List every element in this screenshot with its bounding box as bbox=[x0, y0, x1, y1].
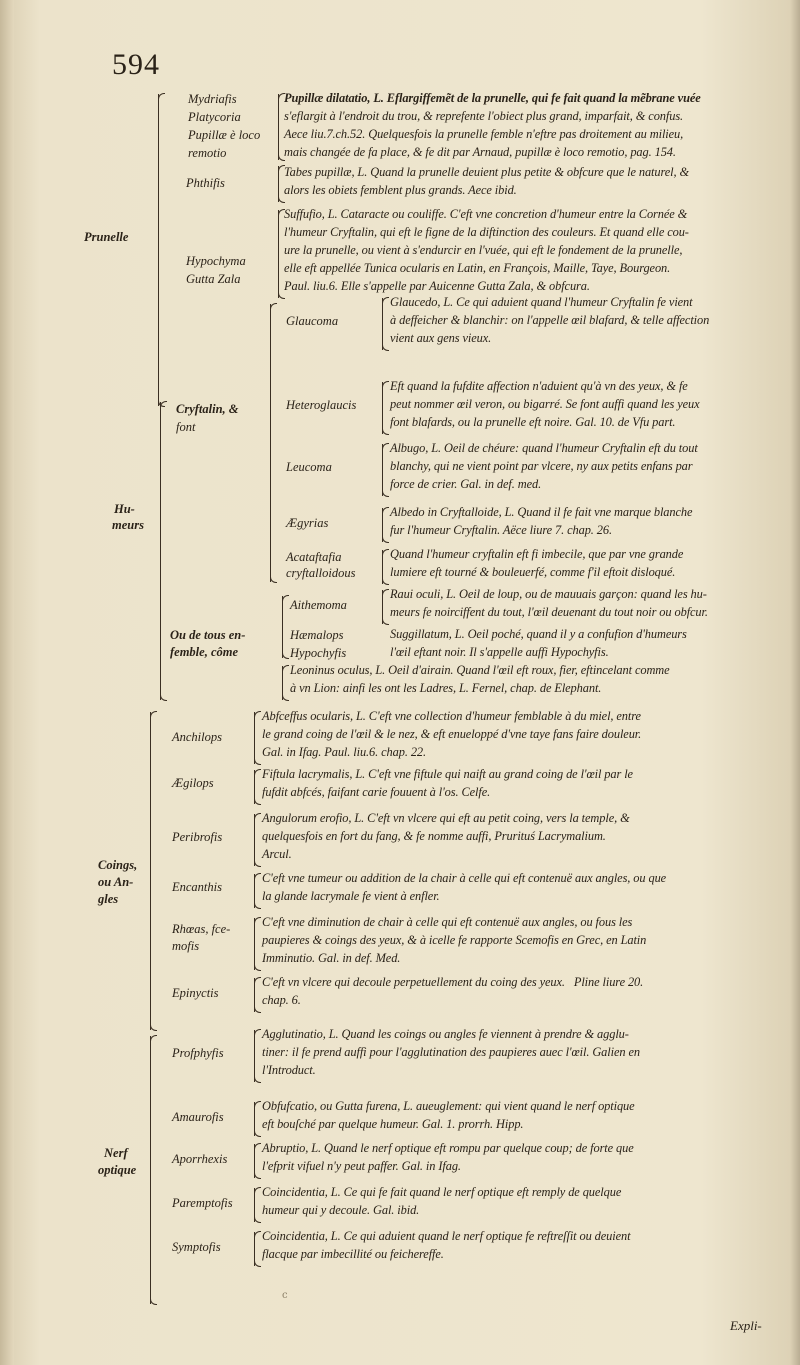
def-anchilops-line: Gal. in Ifag. Paul. liu.6. chap. 22. bbox=[262, 745, 427, 759]
subgroup-crystalin-2: font bbox=[176, 420, 196, 434]
def-encanthis-line: C'eft vne tumeur ou addition de la chair à celle qui eft contenuë aux angles, ou que bbox=[262, 871, 667, 885]
group-label-humeurs: Hu- bbox=[114, 502, 135, 516]
page-number: 594 bbox=[112, 48, 160, 81]
def-acatastasia-line: Quand l'humeur cryftalin eft fi imbecile, que par vne grande bbox=[390, 547, 684, 561]
term-crystalloidous: cryftalloidous bbox=[286, 566, 356, 580]
def-heteroglaucis-line: font blafards, ou la prunelle eft noire. Gal. 10. de Vfu part. bbox=[390, 415, 676, 429]
def-aegilops-line: Fiftula lacrymalis, L. C'eft vne fiftule qui naift au grand coing de l'œil par le bbox=[262, 767, 633, 781]
brace-amaurosis bbox=[254, 1102, 255, 1136]
def-mydriasis-line: mais changée de fa place, & fe dit par Arnaud, pupillæ è loco remotio, pag. 154. bbox=[284, 145, 676, 159]
def-paremptosis-line: humeur qui y decoule. Gal. ibid. bbox=[262, 1203, 420, 1217]
term-remotio: remotio bbox=[188, 146, 227, 160]
brace-prunelle bbox=[158, 94, 159, 406]
def-leoninus-line: Leoninus oculus, L. Oeil d'airain. Quand l'œil eft roux, fier, eftincelant comme bbox=[290, 663, 670, 677]
brace-paremptosis bbox=[254, 1188, 255, 1222]
term-glaucoma: Glaucoma bbox=[286, 314, 339, 328]
brace-aithemoma-group bbox=[282, 596, 283, 658]
def-aegilops-line: fufdit abfcés, faifant carie fouuent à l'os. Celfe. bbox=[262, 785, 491, 799]
brace-glaucoma bbox=[382, 298, 383, 350]
def-heteroglaucis-line: Eft quand la fufdite affection n'aduient qu'à vn des yeux, & fe bbox=[390, 379, 688, 393]
term-aegyrias: Ægyrias bbox=[286, 516, 329, 530]
def-aporrhexis-line: Abruptio, L. Quand le nerf optique eft rompu par quelque coup; de forte que bbox=[262, 1141, 634, 1155]
def-glaucoma-line: à deffeicher & blanchir: on l'appelle œil blafard, & telle affection bbox=[390, 313, 710, 327]
def-anchilops-line: Abfceffus ocularis, L. C'eft vne collection d'humeur femblable à du miel, entre bbox=[262, 709, 641, 723]
def-prosphysis-line: tiner: il fe prend auffi pour l'agglutination des paupieres auec l'œil. Galien en bbox=[262, 1045, 640, 1059]
term-leucoma: Leucoma bbox=[286, 460, 332, 474]
def-aithemoma-line: meurs fe noirciffent du tout, l'œil deuenant du tout noir ou obfcur. bbox=[390, 605, 708, 619]
def-aegyrias-line: Albedo in Cryftalloide, L. Quand il fe fait vne marque blanche bbox=[390, 505, 693, 519]
term-encanthis: Encanthis bbox=[172, 880, 222, 894]
def-paremptosis-line: Coincidentia, L. Ce qui fe fait quand le nerf optique eft remply de quelque bbox=[262, 1185, 622, 1199]
group-label-prunelle: Prunelle bbox=[84, 230, 129, 244]
brace-hypochyma bbox=[278, 210, 279, 298]
group-label-humeurs-2: meurs bbox=[112, 518, 144, 532]
brace-aithemoma bbox=[382, 590, 383, 624]
def-peribrosis-line: quelquesfois en fort du fang, & fe nomme auffi, Prurituś Lacrymalium. bbox=[262, 829, 606, 843]
term-acatastasia: Acataftafia bbox=[286, 550, 342, 564]
def-aegyrias-line: fur l'humeur Cryftalin. Aëce liure 7. chap. 26. bbox=[390, 523, 612, 537]
def-phthisis-line: alors les obiets femblent plus grands. Aece ibid. bbox=[284, 183, 517, 197]
term-haemalops: Hæmalops bbox=[290, 628, 344, 642]
def-mydriasis-line: s'eflargit à l'endroit du trou, & reprefente l'obiect plus grand, imparfait, & confus. bbox=[284, 109, 684, 123]
brace-aporrhexis bbox=[254, 1144, 255, 1178]
def-prosphysis-line: l'Introduct. bbox=[262, 1063, 316, 1077]
group-label-nerf-2: optique bbox=[98, 1163, 137, 1177]
def-aporrhexis-line: l'efprit vifuel n'y peut paffer. Gal. in Ifag. bbox=[262, 1159, 461, 1173]
term-mydriasis: Mydriafis bbox=[188, 92, 237, 106]
brace-prosphysis bbox=[254, 1030, 255, 1082]
def-amaurosis-line: Obfufcatio, ou Gutta furena, L. aueuglement: qui vient quand le nerf optique bbox=[262, 1099, 635, 1113]
def-symptosis-line: flacque par imbecillité ou feichereffe. bbox=[262, 1247, 444, 1261]
term-platycoria: Platycoria bbox=[188, 110, 241, 124]
term-amaurosis: Amaurofis bbox=[172, 1110, 224, 1124]
def-glaucoma-line: Glaucedo, L. Ce qui aduient quand l'humeur Cryftalin fe vient bbox=[390, 295, 693, 309]
brace-leucoma bbox=[382, 444, 383, 496]
term-pupillae-loco: Pupillæ è loco bbox=[188, 128, 261, 142]
def-heteroglaucis-line: peut nommer œil veron, ou bigarré. Se font auffi quand les yeux bbox=[390, 397, 700, 411]
page-gutter bbox=[0, 0, 14, 1365]
subgroup-outdetous: Ou de tous en- bbox=[170, 628, 246, 642]
def-hypochysis-line: l'œil eftant noir. Il s'appelle auffi Hypochyfis. bbox=[390, 645, 609, 659]
brace-anchilops bbox=[254, 712, 255, 764]
term-hypochyma: Hypochyma bbox=[186, 254, 246, 268]
def-aithemoma-line: Raui oculi, L. Oeil de loup, ou de mauuais garçon: quand les hu- bbox=[390, 587, 707, 601]
def-haemalops-line: Suggillatum, L. Oeil poché, quand il y a confufion d'humeurs bbox=[390, 627, 687, 641]
brace-aegilops bbox=[254, 770, 255, 804]
term-anchilops: Anchilops bbox=[172, 730, 222, 744]
term-phthisis: Phthifis bbox=[186, 176, 225, 190]
def-phthisis-line: Tabes pupillæ, L. Quand la prunelle deuient plus petite & obfcure que le naturel, & bbox=[284, 165, 690, 179]
catchword: Expli- bbox=[730, 1318, 762, 1333]
def-hypochyma-line: elle eft appellée Tunica ocularis en Latin, en François, Maille, Taye, Bourgeon. bbox=[284, 261, 671, 275]
group-label-nerf: Nerf bbox=[104, 1146, 128, 1160]
brace-crystalin bbox=[270, 304, 271, 582]
term-scemosis: mofis bbox=[172, 939, 200, 953]
brace-heteroglaucis bbox=[382, 382, 383, 434]
def-peribrosis-line: Angulorum erofio, L. C'eft vn vlcere qui eft au petit coing, vers la temple, & bbox=[262, 811, 630, 825]
group-label-coings: Coings, bbox=[98, 858, 138, 872]
def-leucoma-line: force de crier. Gal. in def. med. bbox=[390, 477, 542, 491]
def-leoninus-line: à vn Lion: ainfi les ont les Ladres, L. Fernel, chap. de Elephant. bbox=[290, 681, 602, 695]
brace-peribrosis bbox=[254, 814, 255, 866]
group-label-coings-2: ou An- bbox=[98, 875, 134, 889]
brace-acatastasia bbox=[382, 550, 383, 584]
term-hypochysis: Hypochyfis bbox=[290, 646, 347, 660]
def-mydriasis-line: Aece liu.7.ch.52. Quelquesfois la prunelle femble n'eftre pas droitement au milieu, bbox=[284, 127, 684, 141]
def-mydriasis-line: Pupillæ dilatatio, L. Eflargiffemẽt de la prunelle, qui fe fait quand la mẽbrane vuée bbox=[284, 91, 701, 105]
term-paremptosis: Paremptofis bbox=[172, 1196, 233, 1210]
brace-mydriasis bbox=[278, 94, 279, 160]
brace-symptosis bbox=[254, 1232, 255, 1266]
def-glaucoma-line: vient aux gens vieux. bbox=[390, 331, 492, 345]
def-rhoeas-line: paupieres & coings des yeux, & à icelle fe rapporte Scemofis en Grec, en Latin bbox=[262, 933, 647, 947]
term-aporrhexis: Aporrhexis bbox=[172, 1152, 228, 1166]
brace-epinyctis bbox=[254, 978, 255, 1012]
term-prosphysis: Profphyfis bbox=[172, 1046, 224, 1060]
brace-coings bbox=[150, 712, 151, 1030]
def-symptosis-line: Coincidentia, L. Ce qui aduient quand le nerf optique fe reftreſſit ou deuient bbox=[262, 1229, 631, 1243]
def-hypochyma-line: l'humeur Cryftalin, qui eft le figne de la diftinction des couleurs. Et quand elle cou- bbox=[284, 225, 689, 239]
def-leucoma-line: blanchy, qui ne vient point par vlcere, ny aux petits enfans par bbox=[390, 459, 693, 473]
def-leucoma-line: Albugo, L. Oeil de chéure: quand l'humeur Cryftalin eft du tout bbox=[390, 441, 698, 455]
def-hypochyma-line: Paul. liu.6. Elle s'appelle par Auicenne Gutta Zala, & obfcura. bbox=[284, 279, 590, 293]
subgroup-crystalin: Cryftalin, & bbox=[176, 402, 239, 416]
def-hypochyma-line: ure la prunelle, ou vient à s'endurcir en l'vuée, qui eft le fondement de la prunelle, bbox=[284, 243, 683, 257]
term-gutta-zala: Gutta Zala bbox=[186, 272, 241, 286]
term-rhoeas: Rhœas, fce- bbox=[172, 922, 231, 936]
term-symptosis: Symptofis bbox=[172, 1240, 221, 1254]
def-anchilops-line: le grand coing de l'œil & le nez, & eft enueloppé d'vne taye fans faire douleur. bbox=[262, 727, 642, 741]
def-epinyctis-line: C'eft vn vlcere qui decoule perpetuellement du coing des yeux. Pline liure 20. bbox=[262, 975, 644, 989]
def-prosphysis-line: Agglutinatio, L. Quand les coings ou angles fe viennent à prendre & agglu- bbox=[262, 1027, 629, 1041]
brace-phthisis bbox=[278, 166, 279, 202]
term-heteroglaucis: Heteroglaucis bbox=[286, 398, 357, 412]
def-peribrosis-line: Arcul. bbox=[262, 847, 292, 861]
brace-rhoeas bbox=[254, 918, 255, 970]
def-rhoeas-line: Imminutio. Gal. in def. Med. bbox=[262, 951, 401, 965]
ink-smudge: c bbox=[282, 1290, 288, 1301]
brace-humeurs bbox=[160, 402, 161, 700]
brace-aegyrias bbox=[382, 508, 383, 542]
term-aithemoma: Aithemoma bbox=[290, 598, 347, 612]
def-hypochyma-line: Suffufio, L. Cataracte ou couliffe. C'eft vne concretion d'humeur entre la Cornée & bbox=[284, 207, 688, 221]
def-amaurosis-line: eft bouſché par quelque humeur. Gal. 1. prorrh. Hipp. bbox=[262, 1117, 524, 1131]
term-epinyctis: Epinyctis bbox=[172, 986, 219, 1000]
term-peribrosis: Peribrofis bbox=[172, 830, 223, 844]
def-rhoeas-line: C'eft vne diminution de chair à celle qui eft contenuë aux angles, ou fous les bbox=[262, 915, 633, 929]
term-aegilops: Ægilops bbox=[172, 776, 214, 790]
brace-nerf bbox=[150, 1036, 151, 1304]
brace-encanthis bbox=[254, 874, 255, 908]
def-acatastasia-line: lumiere eft tourné & bouleuerfé, comme f'il eftoit disloqué. bbox=[390, 565, 676, 579]
def-encanthis-line: la glande lacrymale fe vient à enfler. bbox=[262, 889, 440, 903]
brace-leoninus bbox=[282, 666, 283, 700]
def-epinyctis-line: chap. 6. bbox=[262, 993, 301, 1007]
subgroup-outdetous-2: femble, côme bbox=[170, 645, 239, 659]
group-label-coings-3: gles bbox=[98, 892, 119, 906]
